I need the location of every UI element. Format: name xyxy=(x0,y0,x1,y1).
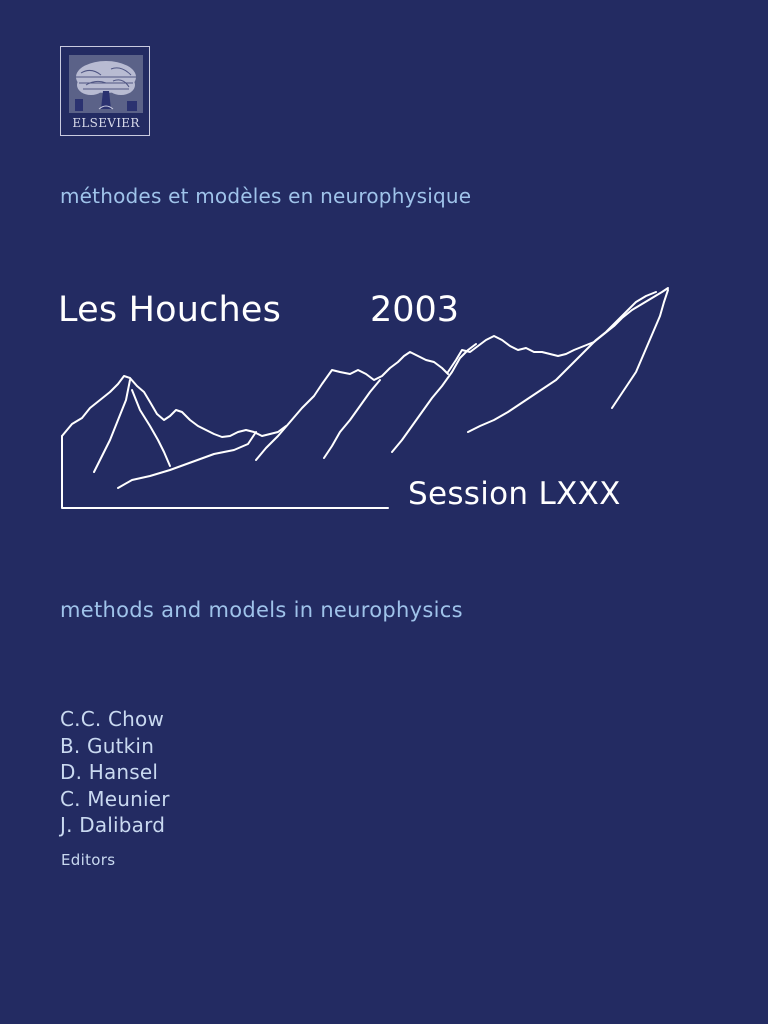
series-title: Les Houches xyxy=(58,290,282,330)
mountain-gully-b xyxy=(392,344,476,452)
mountain-foothill xyxy=(118,432,256,488)
mountain-far-edge xyxy=(612,290,668,408)
editor-name: D. Hansel xyxy=(60,760,159,784)
mountain-peak-spur xyxy=(94,380,130,472)
editors-label: Editors xyxy=(61,851,116,869)
publisher-name: ELSEVIER xyxy=(72,116,140,130)
editors-list xyxy=(60,706,170,839)
english-subtitle: methods and models in neurophysics xyxy=(60,598,463,622)
mountain-peak-edge xyxy=(132,390,170,466)
mountain-ridge-middle xyxy=(256,352,448,460)
session-label: Session LXXX xyxy=(408,476,621,512)
year: 2003 xyxy=(370,290,460,330)
editor-name: C. Meunier xyxy=(60,786,170,811)
editor-name: B. Gutkin xyxy=(60,733,155,758)
mountain-ridge-right xyxy=(448,288,668,372)
editor-name: C.C. Chow xyxy=(60,707,165,731)
editor-name: J. Dalibard xyxy=(60,813,166,837)
french-subtitle: méthodes et modèles en neurophysique xyxy=(60,184,472,208)
mountain-gully-a xyxy=(324,380,380,458)
mountain-ridge-left xyxy=(62,376,286,437)
mountain-frame xyxy=(62,436,388,508)
